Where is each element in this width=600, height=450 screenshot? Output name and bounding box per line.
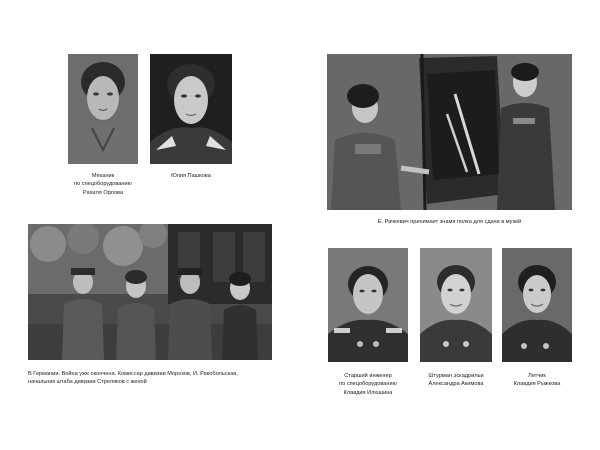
caption-line: Клавдия Рыжкова bbox=[513, 381, 561, 388]
portrait-photo-rahilya-orlova bbox=[68, 54, 138, 164]
portrait-caption-rahilya-orlova bbox=[58, 172, 148, 197]
portrait-photo-klavdia-ilyushina bbox=[328, 248, 408, 362]
caption-line: Юлия Пашкова bbox=[171, 173, 211, 179]
banner-photo-rachkevich bbox=[327, 54, 572, 210]
caption-line: Александра Акимова bbox=[428, 381, 484, 388]
caption-line: В Германии. Война уже окончена. Комиссар дивизии Морозов, И. Ракобольская, bbox=[28, 371, 238, 377]
caption-line: Е. Рачкевич принимает знамя полка для сдачи в музей bbox=[377, 219, 522, 225]
portrait-photo-klavdia-ryzhkova bbox=[502, 248, 572, 362]
caption-line: Клавдия Илюшина bbox=[343, 389, 393, 396]
caption-line: начальник штаба дивизии Стреляков с женой bbox=[28, 379, 147, 386]
portrait-caption-klavdia-ilyushina bbox=[318, 372, 418, 397]
caption-line: по спецоборудованию bbox=[339, 381, 397, 388]
group-photo-caption bbox=[28, 370, 278, 387]
portrait-photo-alexandra-akimova bbox=[420, 248, 492, 362]
portrait-photo-yulia-pashkova bbox=[150, 54, 232, 164]
banner-photo-caption bbox=[327, 218, 572, 226]
caption-line: Летчик bbox=[528, 373, 546, 379]
caption-line: по спецоборудованию bbox=[74, 181, 132, 188]
portrait-caption-yulia-pashkova bbox=[146, 172, 236, 180]
portrait-caption-klavdia-ryzhkova bbox=[487, 372, 587, 389]
caption-line: Старший инженер bbox=[344, 373, 392, 379]
caption-line: Штурман эскадрильи bbox=[428, 373, 484, 379]
group-photo-germany bbox=[28, 224, 272, 360]
caption-line: Рахиля Орлова bbox=[82, 189, 124, 196]
caption-line: Механик bbox=[91, 173, 115, 179]
